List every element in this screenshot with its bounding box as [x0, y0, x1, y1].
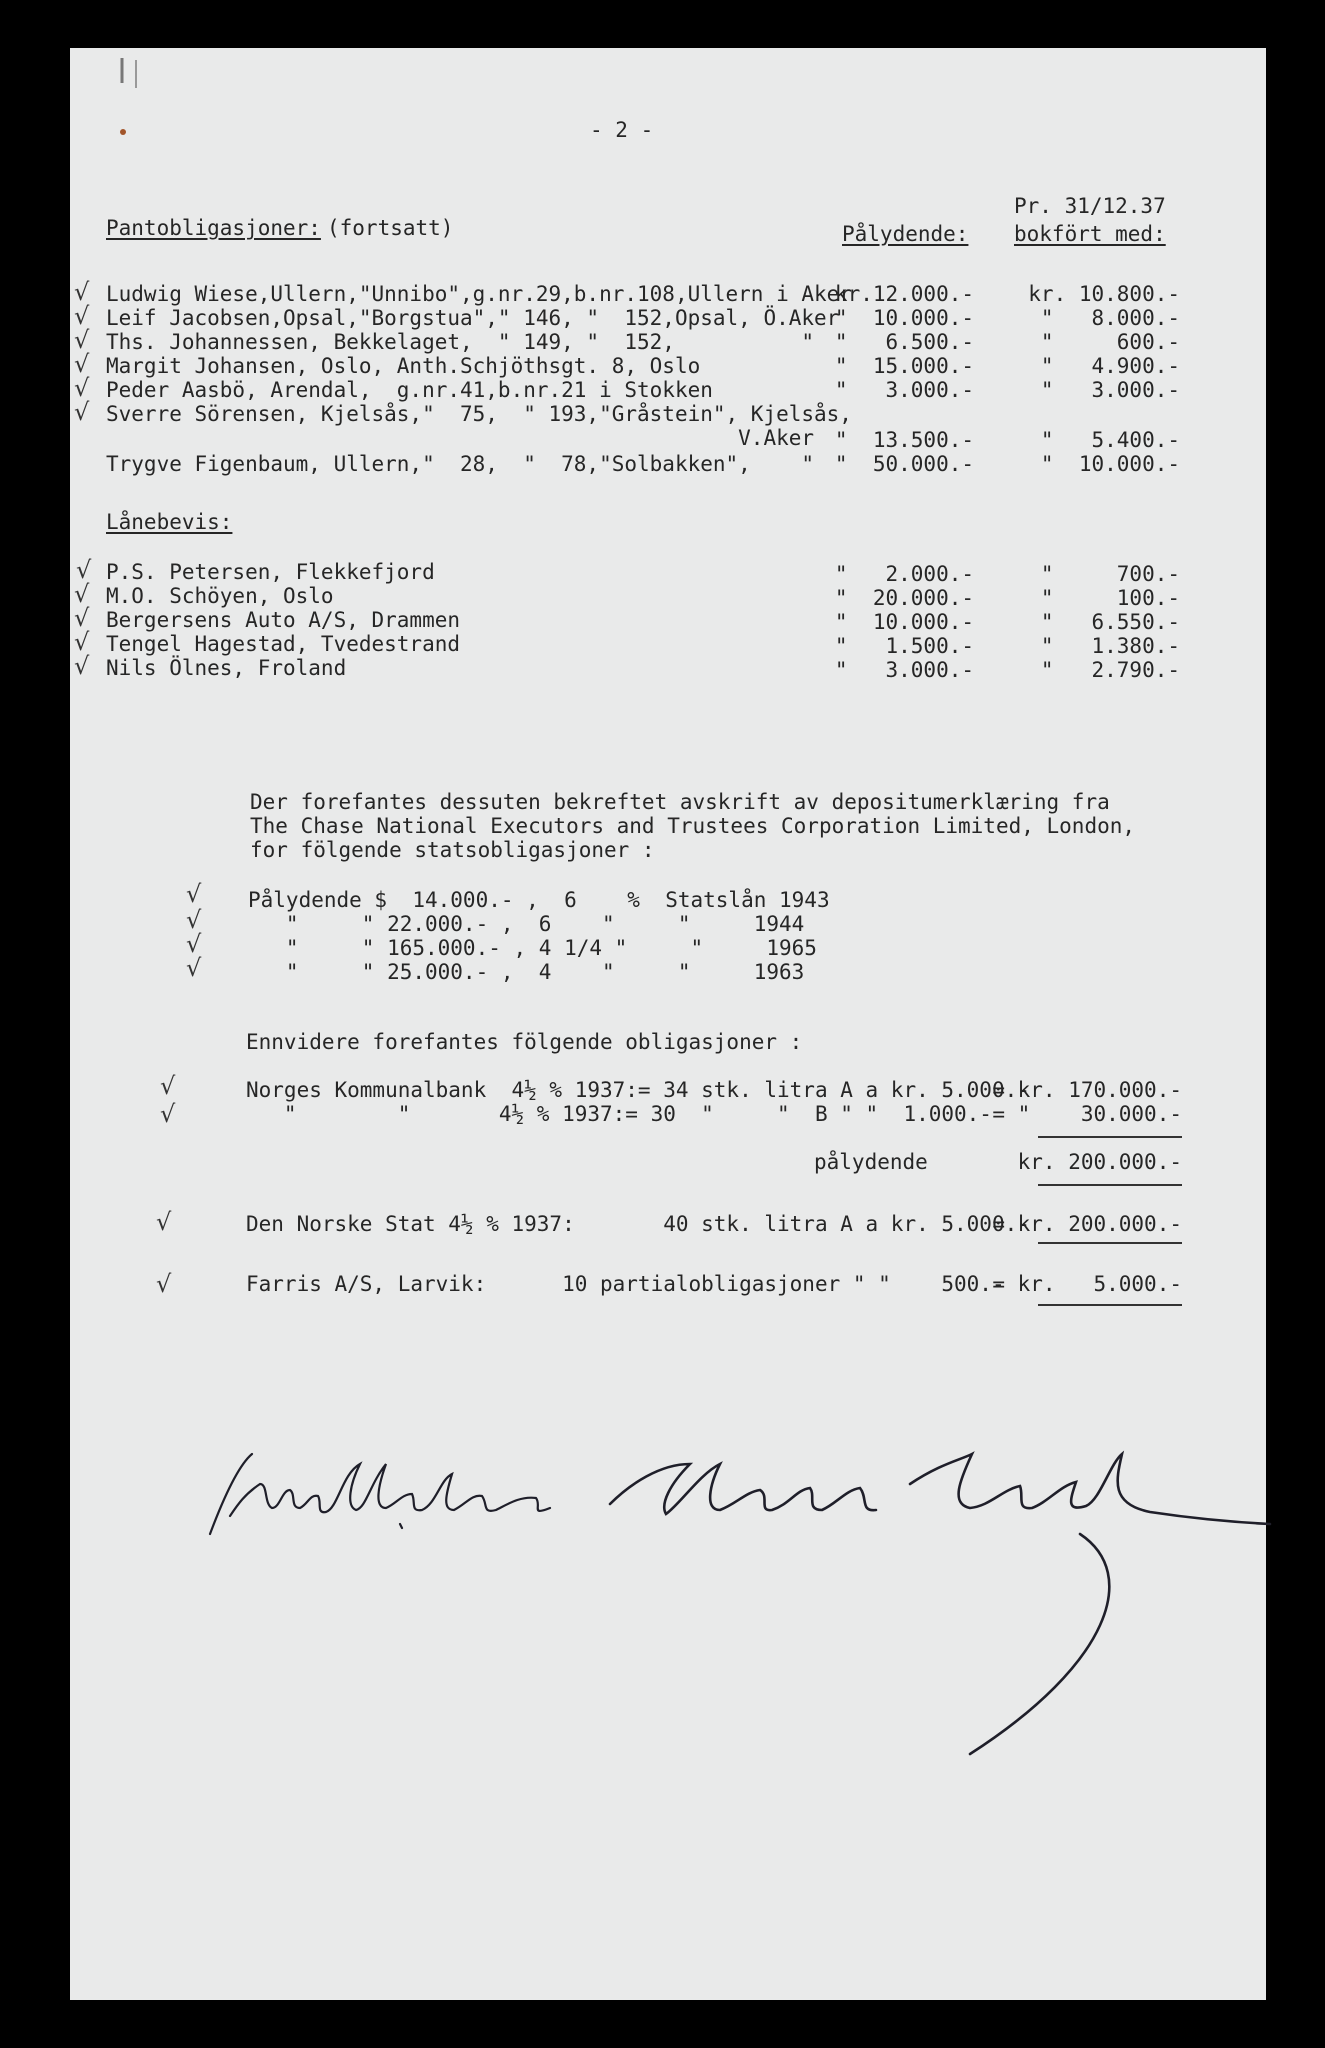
bond-amount: = kr. 170.000.-	[992, 1078, 1182, 1102]
state-bond-line: " " 22.000.- , 6 " " 1944	[248, 912, 805, 936]
paragraph1-line: Der forefantes dessuten bekreftet avskrift av depositumerklæring fra	[250, 790, 1110, 814]
check-icon: √	[160, 1072, 176, 1100]
check-icon: √	[160, 1100, 176, 1128]
check-icon: √	[74, 604, 90, 632]
check-icon: √	[74, 374, 90, 402]
check-icon: √	[74, 302, 90, 330]
table-row-text: Leif Jacobsen,Opsal,"Borgstua"," 146, " 152,Opsal, Ö.Aker	[106, 306, 840, 330]
col-booked-header: bokfört med:	[1014, 222, 1166, 246]
bond-amount: = " 30.000.-	[992, 1102, 1182, 1126]
signatures	[190, 1424, 1290, 1764]
table-row-booked: " 6.550.-	[1040, 610, 1180, 634]
table-row-face: " 10.000.-	[834, 610, 974, 634]
table-row-text: Bergersens Auto A/S, Drammen	[106, 608, 461, 632]
underline-rule	[1038, 1136, 1182, 1138]
table-row-booked: " 100.-	[1040, 586, 1180, 610]
check-icon: √	[74, 278, 90, 306]
check-icon: √	[186, 930, 202, 958]
check-icon: √	[74, 652, 90, 680]
table-row-face: " 2.000.-	[834, 562, 974, 586]
table-row-face: " 13.500.-	[834, 428, 974, 452]
table-row-booked: " 1.380.-	[1040, 634, 1180, 658]
table-row-face: " 3.000.-	[834, 658, 974, 682]
section1-heading: Pantobligasjoner:	[106, 216, 321, 240]
table-row-booked: " 3.000.-	[1040, 378, 1180, 402]
paragraph2: Ennvidere forefantes fölgende obligasjoner :	[246, 1030, 803, 1054]
table-row-booked: " 10.000.-	[1040, 452, 1180, 476]
check-icon: √	[74, 628, 90, 656]
table-row-text: P.S. Petersen, Flekkefjord	[106, 560, 435, 584]
subtotal-label: pålydende	[814, 1150, 928, 1174]
signature-lind	[610, 1454, 1270, 1754]
table-row-booked: " 4.900.-	[1040, 354, 1180, 378]
table-row-text: Ludwig Wiese,Ullern,"Unnibo",g.nr.29,b.nr.108,Ullern i Aker	[106, 282, 852, 306]
check-icon: √	[156, 1270, 172, 1298]
bond-amount: = kr. 200.000.-	[992, 1212, 1182, 1236]
check-icon: √	[186, 954, 202, 982]
table-row-text: Sverre Sörensen, Kjelsås," 75, " 193,"Gråstein", Kjelsås,	[106, 402, 852, 426]
table-row-face: " 10.000.-	[834, 306, 974, 330]
check-icon: √	[186, 906, 202, 934]
table-row-text: Margit Johansen, Oslo, Anth.Schjöthsgt. 8, Oslo	[106, 354, 701, 378]
state-bond-line: " " 25.000.- , 4 " " 1963	[248, 960, 805, 984]
underline-rule	[1038, 1184, 1182, 1186]
check-icon: √	[76, 556, 92, 584]
section1-heading-note: (fortsatt)	[327, 216, 454, 240]
state-bond-line: Pålydende $ 14.000.- , 6 % Statslån 1943	[248, 888, 830, 912]
table-row-booked: " 2.790.-	[1040, 658, 1180, 682]
table-row-text: Trygve Figenbaum, Ullern," 28, " 78,"Solbakken", "	[106, 452, 815, 476]
col-date-header: Pr. 31/12.37	[1014, 194, 1166, 218]
underline-rule	[1038, 1242, 1182, 1244]
bond-line: Norges Kommunalbank 4½ % 1937:= 34 stk. litra A a kr. 5.000.-	[246, 1078, 1030, 1102]
table-row-booked: " 700.-	[1040, 562, 1180, 586]
table-row-text: Tengel Hagestad, Tvedestrand	[106, 632, 461, 656]
table-row-face: " 1.500.-	[834, 634, 974, 658]
state-bond-line: " " 165.000.- , 4 1/4 " " 1965	[248, 936, 817, 960]
check-icon: √	[74, 350, 90, 378]
table-row-text: Nils Ölnes, Froland	[106, 656, 347, 680]
table-row-booked: " 8.000.-	[1040, 306, 1180, 330]
table-row-booked: " 5.400.-	[1040, 428, 1180, 452]
check-icon: √	[74, 580, 90, 608]
table-row-face: " 50.000.-	[834, 452, 974, 476]
paragraph1-line: The Chase National Executors and Trustees Corporation Limited, London,	[250, 814, 1136, 838]
table-row-booked: " 600.-	[1040, 330, 1180, 354]
punch-marks	[110, 48, 150, 158]
document-page	[70, 48, 1266, 2000]
table-row-booked: kr. 10.800.-	[1028, 282, 1180, 306]
col-face-header: Pålydende:	[842, 222, 969, 246]
table-row-face: " 6.500.-	[834, 330, 974, 354]
underline-rule	[1038, 1304, 1182, 1306]
bond-line: Farris A/S, Larvik: 10 partialobligasjoner " " 500.-	[246, 1272, 1005, 1296]
section2-heading: Lånebevis:	[106, 510, 233, 534]
bond-line: Den Norske Stat 4½ % 1937: 40 stk. litra A a kr. 5.000.-	[246, 1212, 1030, 1236]
signature-michelsen	[210, 1454, 550, 1534]
table-row-text: M.O. Schöyen, Oslo	[106, 584, 334, 608]
table-row-text: Ths. Johannessen, Bekkelaget, " 149, " 152, "	[106, 330, 815, 354]
table-row-face: kr.12.000.-	[834, 282, 974, 306]
bond-line: " " 4½ % 1937:= 30 " " B " " 1.000.-	[246, 1102, 992, 1126]
table-row-text: V.Aker	[106, 426, 815, 450]
check-icon: √	[186, 880, 202, 908]
table-row-face: " 3.000.-	[834, 378, 974, 402]
table-row-text: Peder Aasbö, Arendal, g.nr.41,b.nr.21 i Stokken	[106, 378, 713, 402]
table-row-face: " 20.000.-	[834, 586, 974, 610]
paragraph1-line: for fölgende statsobligasjoner :	[250, 838, 655, 862]
bond-amount: = kr. 5.000.-	[992, 1272, 1182, 1296]
table-row-face: " 15.000.-	[834, 354, 974, 378]
page-number: - 2 -	[590, 118, 654, 142]
check-icon: √	[156, 1208, 172, 1236]
check-icon: √	[74, 398, 90, 426]
check-icon: √	[74, 326, 90, 354]
subtotal-value: kr. 200.000.-	[1017, 1150, 1182, 1174]
